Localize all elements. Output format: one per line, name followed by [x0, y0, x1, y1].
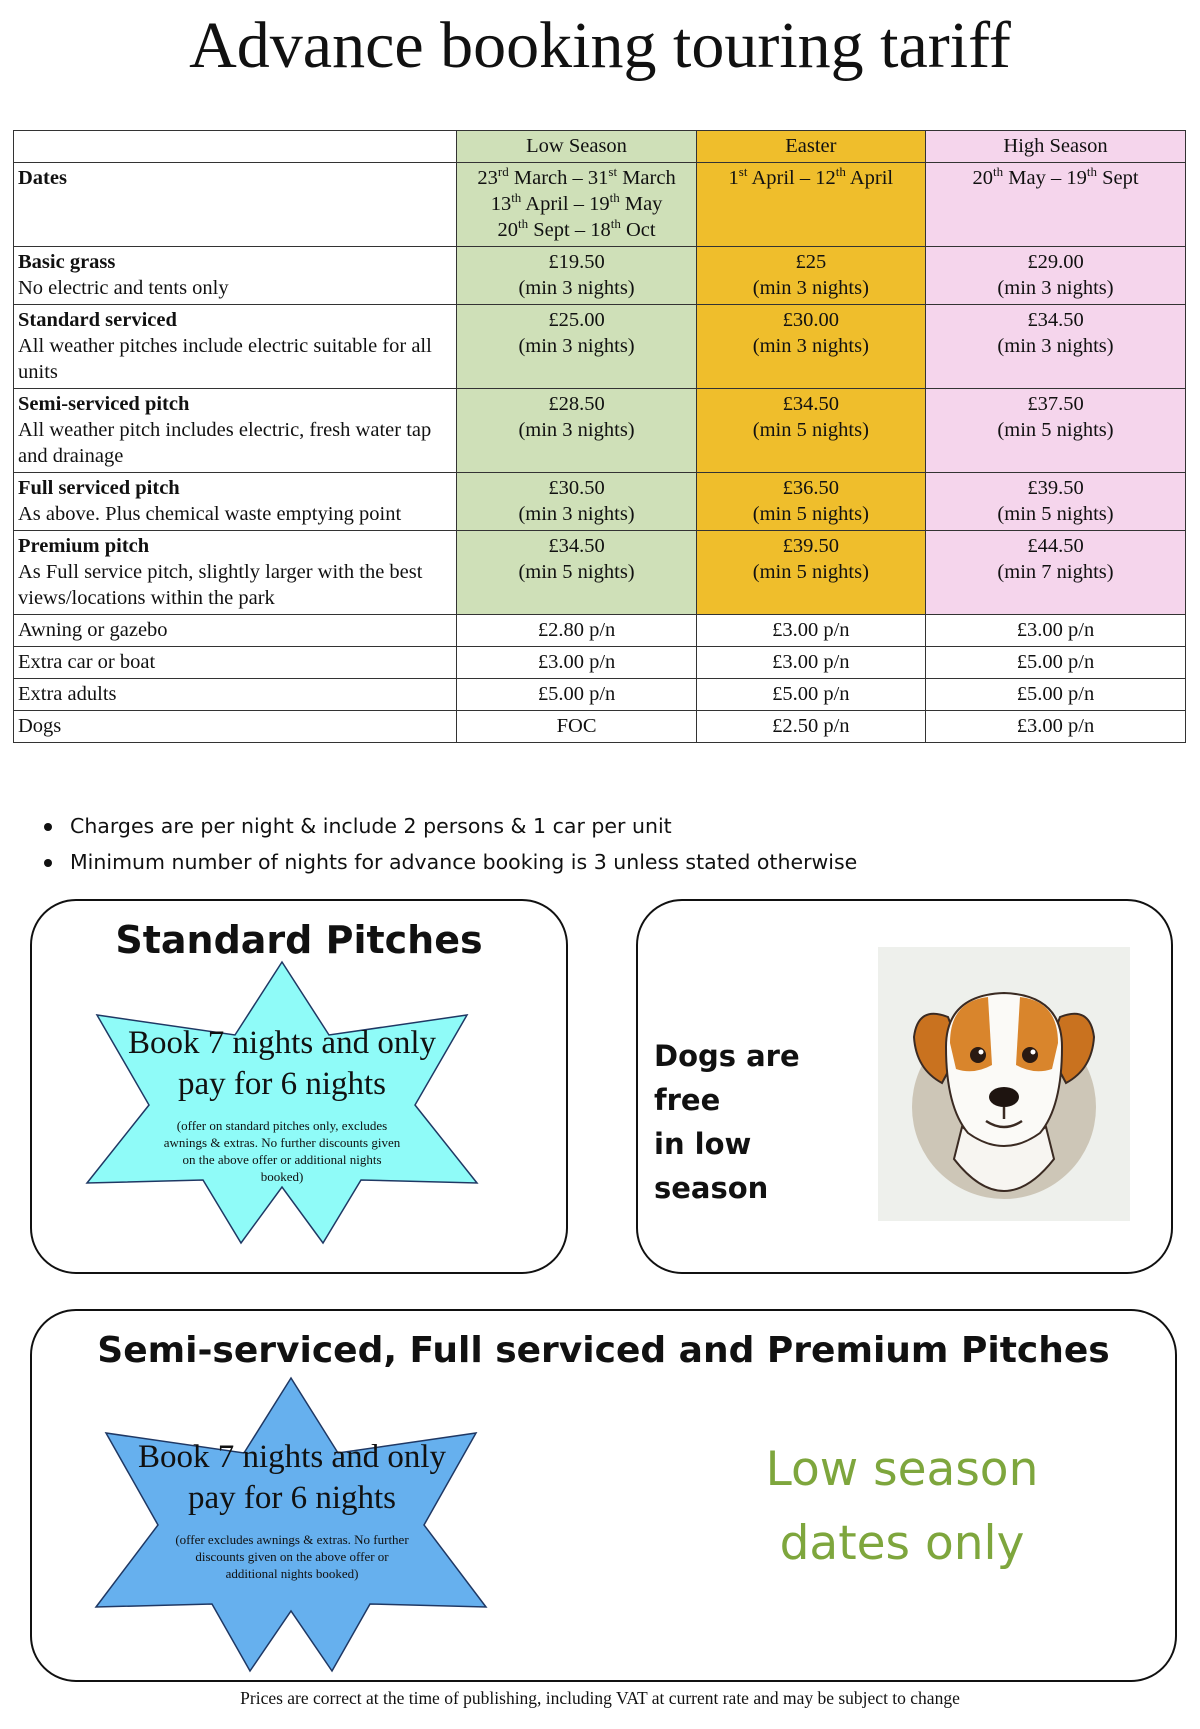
terms-line: (offer excludes awnings & extras. No further: [175, 1532, 409, 1547]
price: £34.50: [548, 535, 605, 557]
offer-line: Book 7 nights and only: [127, 1025, 436, 1061]
offer-line: Book 7 nights and only: [137, 1439, 446, 1475]
terms-line: (offer on standard pitches only, excludes: [176, 1118, 388, 1133]
low-price-cell: [457, 305, 696, 389]
dogs-free-text: [654, 1034, 874, 1210]
date-range: 20th Sept – 18th Oct: [497, 216, 656, 241]
low-season-dates: [457, 163, 696, 247]
extra-name: Extra car or boat: [14, 647, 457, 679]
date-range: 20th May – 19th Sept: [972, 164, 1139, 189]
standard-offer-text: [122, 1023, 442, 1185]
high-extra-price: £3.00 p/n: [926, 711, 1186, 743]
dates-row: [14, 163, 1186, 247]
low-price-cell: [457, 389, 696, 473]
season-high-header: High Season: [926, 131, 1186, 163]
minimum-nights: (min 7 nights): [997, 561, 1114, 583]
premium-pitches-box: [30, 1309, 1177, 1682]
terms-line: booked): [260, 1169, 304, 1184]
premium-offer-text: [132, 1437, 452, 1582]
terms-line: awnings & extras. No further discounts given: [163, 1135, 401, 1150]
page-title: Advance booking touring tariff: [189, 9, 1011, 82]
price: £19.50: [548, 251, 605, 273]
minimum-nights: (min 3 nights): [752, 335, 869, 357]
minimum-nights: (min 3 nights): [518, 335, 635, 357]
high-extra-price: £3.00 p/n: [926, 615, 1186, 647]
low-extra-price: £5.00 p/n: [457, 679, 696, 711]
price: £30.00: [782, 309, 840, 331]
high-season-dates: [926, 163, 1186, 247]
standard-pitches-title: Standard Pitches: [115, 918, 483, 962]
note-item: Minimum number of nights for advance booking is 3 unless stated otherwise: [40, 844, 857, 880]
low-season-line: Low season: [765, 1442, 1039, 1497]
season-header-row: [14, 131, 1186, 163]
high-price-cell: [926, 531, 1186, 615]
minimum-nights: (min 3 nights): [997, 335, 1114, 357]
pitch-description: All weather pitches include electric suitable for all units: [18, 335, 432, 383]
easter-extra-price: £5.00 p/n: [696, 679, 925, 711]
pitch-description: No electric and tents only: [18, 277, 229, 299]
pitch-description-cell: [14, 305, 457, 389]
note-item: Charges are per night & include 2 persons & 1 car per unit: [40, 808, 857, 844]
minimum-nights: (min 5 nights): [752, 419, 869, 441]
minimum-nights: (min 3 nights): [752, 277, 869, 299]
extra-name: Dogs: [14, 711, 457, 743]
high-price-cell: [926, 247, 1186, 305]
minimum-nights: (min 3 nights): [997, 277, 1114, 299]
low-extra-price: £2.80 p/n: [457, 615, 696, 647]
extra-row: [14, 711, 1186, 743]
offer-line: pay for 6 nights: [187, 1480, 397, 1516]
tariff-table: [13, 130, 1186, 743]
extra-row: [14, 647, 1186, 679]
price: £25.00: [548, 309, 605, 331]
date-range: 13th April – 19th May: [490, 190, 663, 215]
pitch-row: [14, 305, 1186, 389]
pitch-description: As Full service pitch, slightly larger with the best views/locations within the park: [18, 561, 423, 609]
price: £36.50: [782, 477, 840, 499]
offer-line: pay for 6 nights: [177, 1066, 387, 1102]
price: £25: [795, 251, 827, 273]
dogs-box: [636, 899, 1173, 1274]
premium-pitches-title: Semi-serviced, Full serviced and Premium Pitches: [97, 1330, 1110, 1371]
pitch-name: Premium pitch: [18, 535, 150, 557]
easter-extra-price: £3.00 p/n: [696, 647, 925, 679]
dog-illustration: [878, 947, 1130, 1221]
low-price-cell: [457, 531, 696, 615]
high-price-cell: [926, 305, 1186, 389]
offer-headline: [122, 1023, 442, 1105]
season-easter-header: Easter: [696, 131, 925, 163]
extra-row: [14, 615, 1186, 647]
header-blank-cell: [14, 131, 457, 163]
easter-price-cell: [696, 305, 925, 389]
pitch-row: [14, 247, 1186, 305]
low-extra-price: FOC: [457, 711, 696, 743]
date-range: 1st April – 12th April: [728, 164, 894, 189]
price: £34.50: [1027, 309, 1084, 331]
pitch-name: Full serviced pitch: [18, 477, 180, 499]
low-price-cell: [457, 473, 696, 531]
pitch-description: All weather pitch includes electric, fresh water tap and drainage: [18, 419, 432, 467]
tariff-table-body: [14, 131, 1186, 743]
easter-extra-price: £3.00 p/n: [696, 615, 925, 647]
low-price-cell: [457, 247, 696, 305]
pitch-description: As above. Plus chemical waste emptying point: [18, 503, 402, 525]
high-extra-price: £5.00 p/n: [926, 679, 1186, 711]
price: £30.50: [548, 477, 605, 499]
season-low-header: Low Season: [457, 131, 696, 163]
offer-headline: [132, 1437, 452, 1519]
dates-label: Dates: [14, 163, 457, 247]
pitch-description-cell: [14, 247, 457, 305]
low-season-line: dates only: [779, 1516, 1025, 1571]
price: £34.50: [782, 393, 840, 415]
low-extra-price: £3.00 p/n: [457, 647, 696, 679]
minimum-nights: (min 5 nights): [518, 561, 635, 583]
price: £37.50: [1027, 393, 1084, 415]
dogs-line: Dogs are free: [654, 1039, 800, 1117]
price: £39.50: [1027, 477, 1084, 499]
pitch-name: Semi-serviced pitch: [18, 393, 190, 415]
minimum-nights: (min 3 nights): [518, 419, 635, 441]
terms-line: discounts given on the above offer or: [195, 1549, 389, 1564]
standard-pitches-box: [30, 899, 568, 1274]
pitch-row: [14, 531, 1186, 615]
high-price-cell: [926, 473, 1186, 531]
pitch-description-cell: [14, 531, 457, 615]
minimum-nights: (min 3 nights): [518, 503, 635, 525]
easter-price-cell: [696, 247, 925, 305]
price: £44.50: [1027, 535, 1084, 557]
price: £39.50: [782, 535, 840, 557]
easter-price-cell: [696, 531, 925, 615]
terms-line: on the above offer or additional nights: [182, 1152, 382, 1167]
terms-line: additional nights booked): [225, 1566, 359, 1581]
minimum-nights: (min 5 nights): [997, 503, 1114, 525]
easter-price-cell: [696, 473, 925, 531]
pitch-row: [14, 389, 1186, 473]
minimum-nights: (min 5 nights): [997, 419, 1114, 441]
minimum-nights: (min 3 nights): [518, 277, 635, 299]
easter-price-cell: [696, 389, 925, 473]
offer-terms: [122, 1117, 442, 1185]
pitch-name: Standard serviced: [18, 309, 177, 331]
easter-extra-price: £2.50 p/n: [696, 711, 925, 743]
extra-name: Extra adults: [14, 679, 457, 711]
price: £28.50: [548, 393, 605, 415]
notes-list: [40, 808, 857, 880]
date-range: 23rd March – 31st March: [477, 164, 676, 189]
high-extra-price: £5.00 p/n: [926, 647, 1186, 679]
price: £29.00: [1027, 251, 1084, 273]
low-season-only-text: [672, 1433, 1132, 1581]
extra-name: Awning or gazebo: [14, 615, 457, 647]
pitch-description-cell: [14, 473, 457, 531]
footer-disclaimer: Prices are correct at the time of publishing, including VAT at current rate and may be subject to change: [240, 1688, 960, 1708]
pitch-row: [14, 473, 1186, 531]
high-price-cell: [926, 389, 1186, 473]
pitch-name: Basic grass: [18, 251, 116, 273]
minimum-nights: (min 5 nights): [752, 503, 869, 525]
easter-dates: [696, 163, 925, 247]
offer-terms: [132, 1531, 452, 1582]
minimum-nights: (min 5 nights): [752, 561, 869, 583]
pitch-description-cell: [14, 389, 457, 473]
dogs-line: in low season: [654, 1127, 769, 1205]
extra-row: [14, 679, 1186, 711]
